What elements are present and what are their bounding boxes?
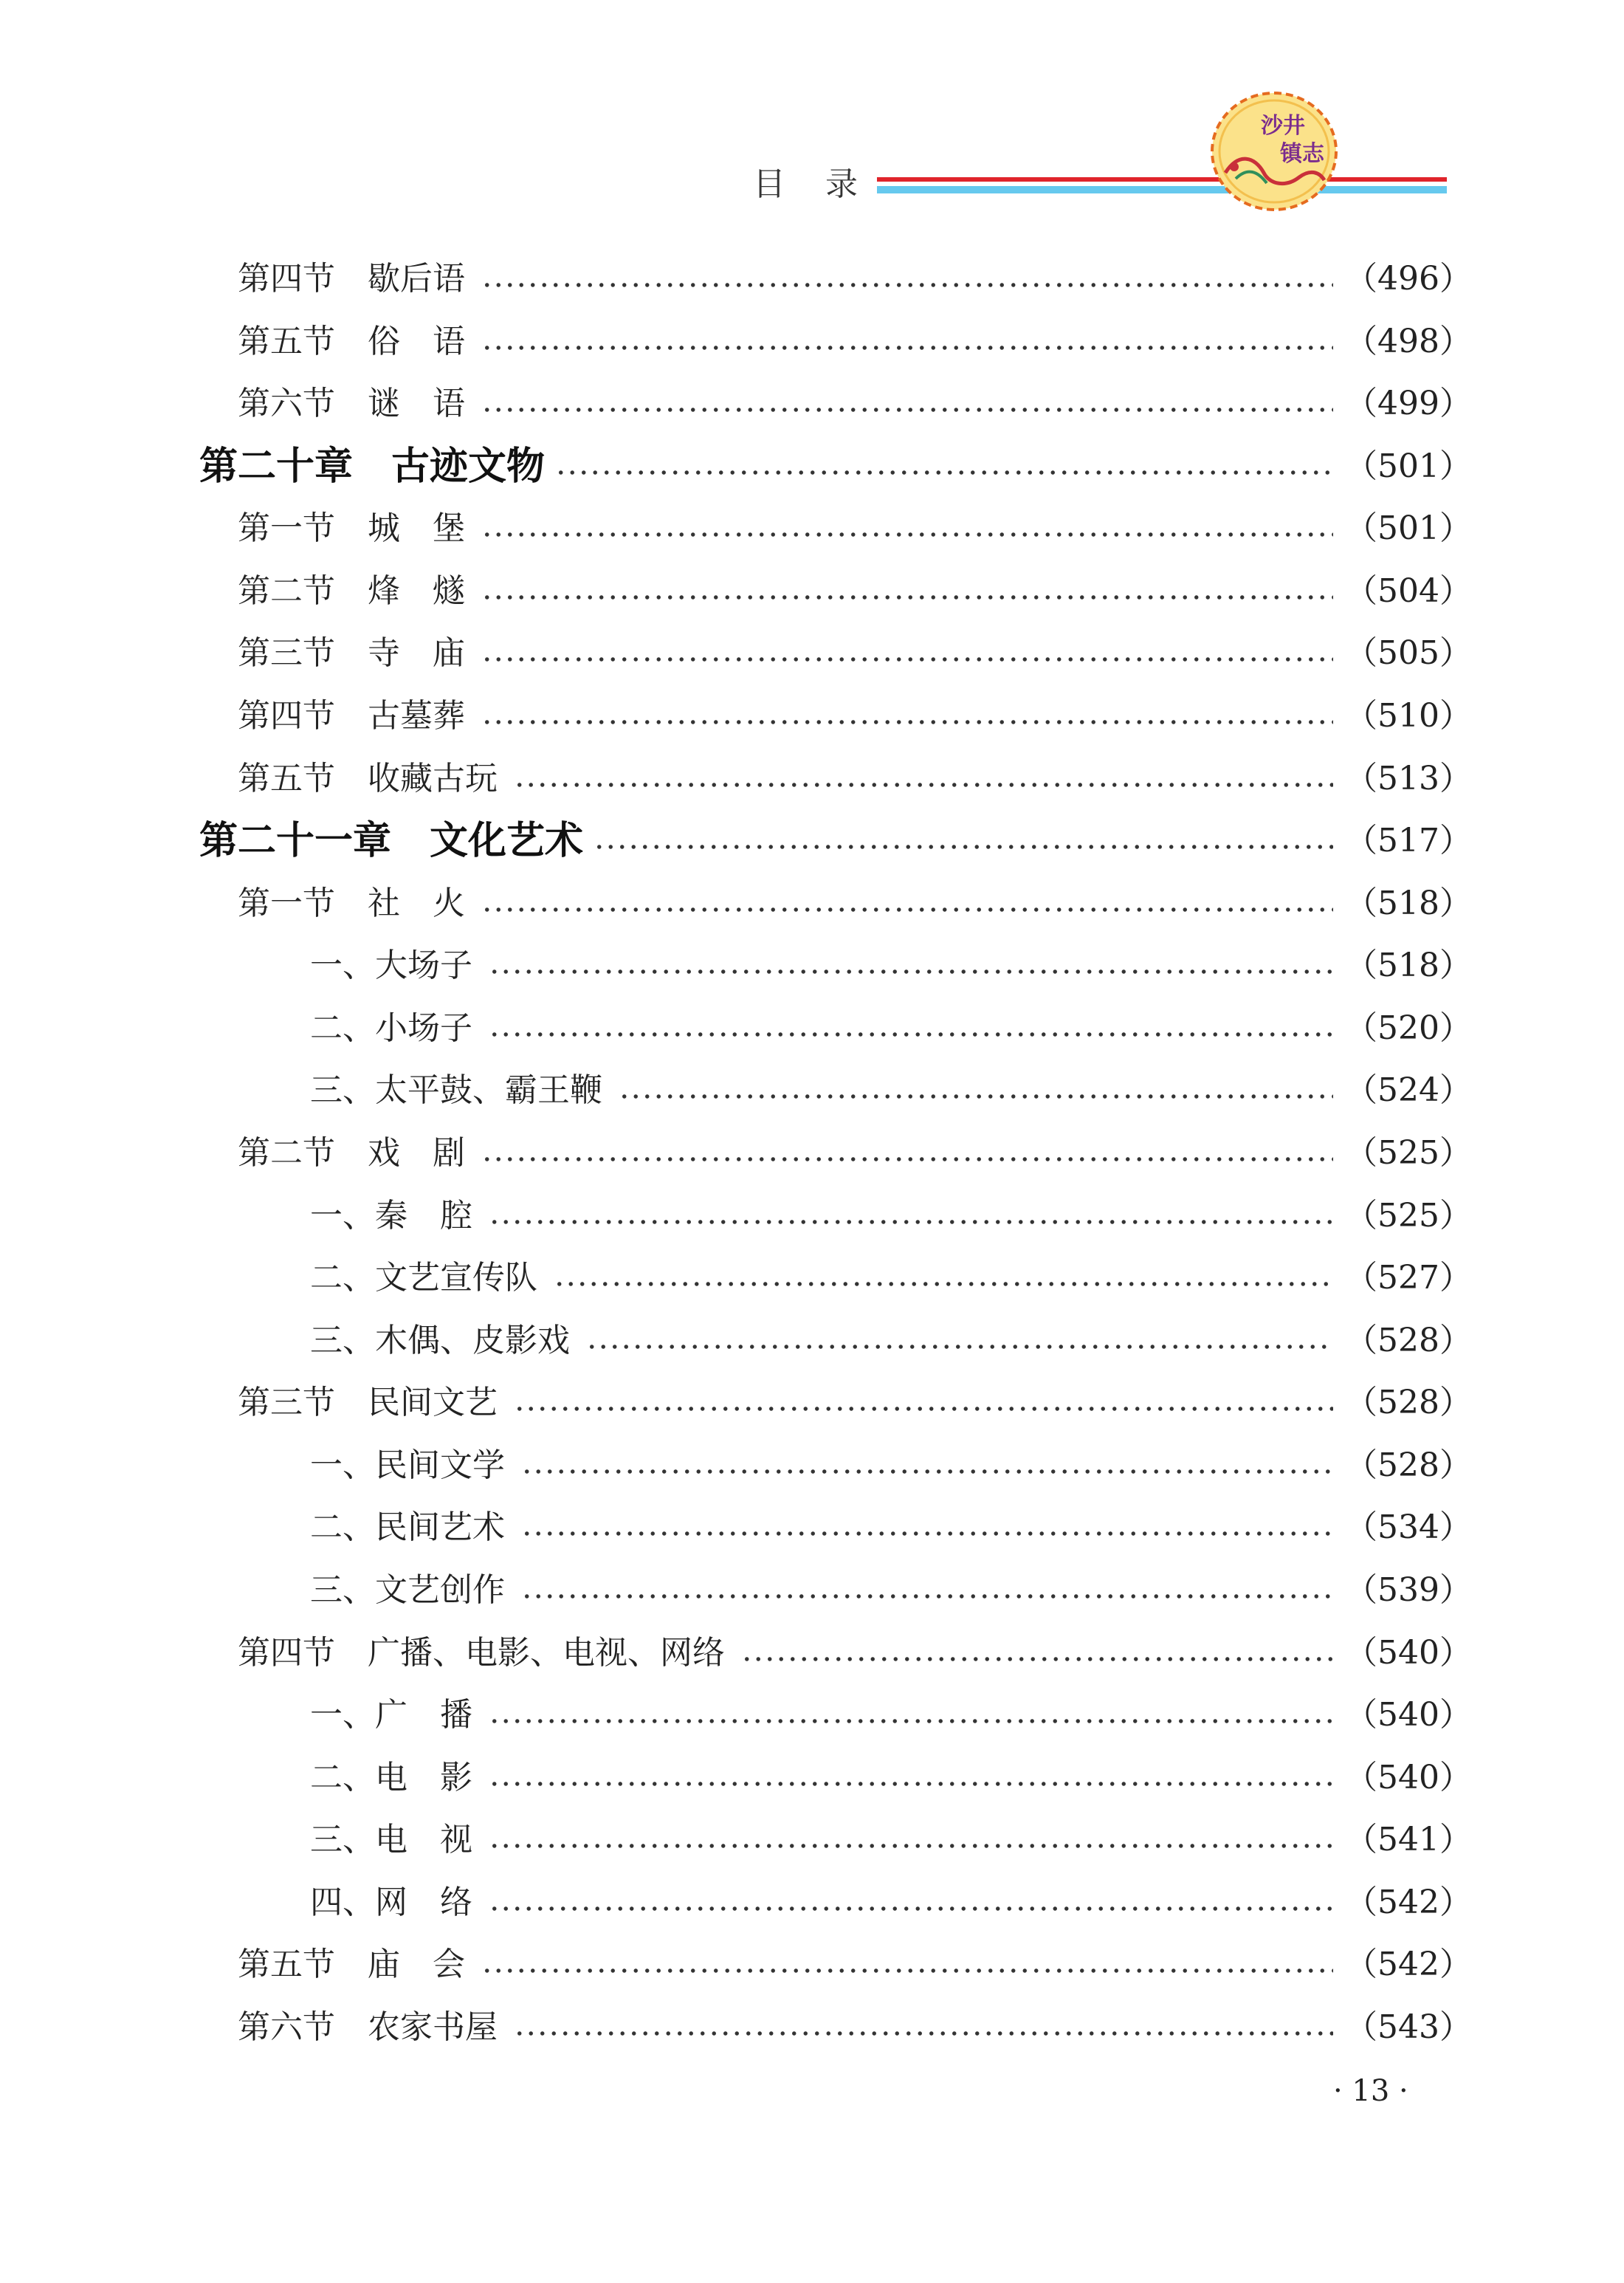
toc-entry-title: 二、小场子 [310, 1009, 472, 1047]
toc-entry-title: 三、木偶、皮影戏 [310, 1321, 570, 1359]
toc-row-section [238, 1630, 1472, 1677]
toc-entry-title: 第一节 城 堡 [238, 509, 465, 548]
toc-dot-leader [593, 817, 1333, 865]
toc-page-number: （525） [1345, 1196, 1472, 1235]
toc-page-number: （528） [1345, 1446, 1472, 1484]
toc-row-section [238, 255, 1472, 303]
toc-page-number: （520） [1345, 1009, 1472, 1047]
toc-entry-title: 四、网 络 [310, 1883, 472, 1921]
toc-entry-title: 第二节 烽 燧 [238, 571, 465, 610]
toc-entry-title: 三、文艺创作 [310, 1570, 505, 1609]
toc-page-number: （504） [1345, 571, 1472, 610]
toc-entry-title: 第二节 戏 剧 [238, 1133, 465, 1172]
seal-text-line2: 镇志 [1280, 141, 1324, 167]
toc-entry-title: 第三节 民间文艺 [238, 1384, 498, 1422]
toc-page-number: （518） [1345, 947, 1472, 985]
toc-row-item [310, 942, 1472, 989]
toc-entry-title: 一、秦 腔 [310, 1196, 472, 1235]
toc-entry-title: 二、民间艺术 [310, 1508, 505, 1547]
toc-entry-title: 三、太平鼓、霸王鞭 [310, 1071, 602, 1110]
toc-row-item [310, 1879, 1472, 1926]
toc-dot-leader [481, 318, 1333, 365]
toc-row-section [238, 755, 1472, 803]
toc-entry-title: 第二十章 古迹文物 [199, 444, 546, 489]
toc-dot-leader [489, 1816, 1333, 1864]
toc-page-number: （542） [1345, 1883, 1472, 1921]
toc-row-item [310, 1254, 1472, 1302]
toc-row-chapter [199, 443, 1472, 490]
toc-row-chapter [199, 817, 1472, 865]
toc-dot-leader [586, 1317, 1333, 1364]
toc-dot-leader [741, 1630, 1333, 1677]
toc-entry-title: 第四节 广播、电影、电视、网络 [238, 1633, 725, 1672]
toc-page-number: （517） [1345, 822, 1472, 860]
toc-dot-leader [481, 1941, 1333, 1988]
toc-dot-leader [521, 1442, 1333, 1489]
toc-entry-title: 一、大场子 [310, 947, 472, 985]
toc-dot-leader [481, 505, 1333, 552]
header-title-char: 录 [825, 165, 858, 203]
toc-page-number: （525） [1345, 1133, 1472, 1172]
toc-row-item [310, 1317, 1472, 1364]
toc-row-item [310, 1504, 1472, 1551]
toc-dot-leader [619, 1067, 1333, 1114]
toc-row-item [310, 1067, 1472, 1114]
toc-entry-title: 一、民间文学 [310, 1446, 505, 1484]
toc-dot-leader [489, 1192, 1333, 1240]
toc-entry-title: 第五节 收藏古玩 [238, 759, 498, 797]
page-number: · 13 · [1333, 2074, 1408, 2108]
toc-dot-leader [481, 880, 1333, 927]
toc-dot-leader [489, 942, 1333, 989]
toc-row-item [310, 1692, 1472, 1739]
toc-page-number: （510） [1345, 696, 1472, 735]
toc-dot-leader [481, 255, 1333, 303]
toc-page-number: （541） [1345, 1821, 1472, 1859]
toc-dot-leader [489, 1005, 1333, 1052]
toc-page-number: （528） [1345, 1384, 1472, 1422]
toc-row-section [238, 568, 1472, 615]
toc-page-number: （534） [1345, 1508, 1472, 1547]
toc-dot-leader [555, 443, 1333, 490]
toc-dot-leader [489, 1879, 1333, 1926]
toc-entry-title: 第五节 俗 语 [238, 322, 465, 360]
toc-page-number: （527） [1345, 1259, 1472, 1297]
toc-entry-title: 一、广 播 [310, 1696, 472, 1734]
toc-dot-leader [481, 568, 1333, 615]
toc-row-item [310, 1754, 1472, 1802]
toc-entry-title: 第三节 寺 庙 [238, 634, 465, 673]
toc-page-number: （496） [1345, 260, 1472, 298]
toc-entry-title: 三、电 视 [310, 1821, 472, 1859]
toc-row-section [238, 880, 1472, 927]
toc-page-number: （513） [1345, 759, 1472, 797]
toc-entry-title: 第一节 社 火 [238, 884, 465, 922]
toc-row-section [238, 630, 1472, 677]
toc-page-number: （540） [1345, 1696, 1472, 1734]
toc-page-number: （543） [1345, 2008, 1472, 2046]
toc-row-item [310, 1816, 1472, 1864]
toc-page-number: （501） [1345, 509, 1472, 548]
toc-dot-leader [489, 1754, 1333, 1802]
toc-row-section [238, 380, 1472, 428]
toc-page-number: （499） [1345, 385, 1472, 423]
toc-row-section [238, 1379, 1472, 1427]
toc-entry-title: 二、文艺宣传队 [310, 1259, 537, 1297]
toc-entry-title: 第六节 谜 语 [238, 385, 465, 423]
toc-row-section [238, 1941, 1472, 1988]
toc-dot-leader [521, 1567, 1333, 1614]
toc-dot-leader [481, 693, 1333, 740]
toc-page-number: （539） [1345, 1570, 1472, 1609]
seal-text-line1: 沙井 [1261, 113, 1305, 139]
toc-page-number: （505） [1345, 634, 1472, 673]
toc-page-number: （540） [1345, 1758, 1472, 1796]
toc-dot-leader [481, 1130, 1333, 1177]
toc-row-item [310, 1442, 1472, 1489]
toc-row-item [310, 1567, 1472, 1614]
toc-dot-leader [514, 2004, 1333, 2051]
toc-entry-title: 第四节 歇后语 [238, 260, 465, 298]
toc-dot-leader [481, 380, 1333, 428]
toc-page-number: （540） [1345, 1633, 1472, 1672]
toc-row-section [238, 505, 1472, 552]
toc-dot-leader [521, 1504, 1333, 1551]
toc-page-number: （498） [1345, 322, 1472, 360]
toc-entry-title: 第四节 古墓葬 [238, 696, 465, 735]
toc-entry-title: 第五节 庙 会 [238, 1946, 465, 1984]
toc-row-section [238, 318, 1472, 365]
toc-row-item [310, 1005, 1472, 1052]
toc-row-section [238, 2004, 1472, 2051]
toc-page-number: （501） [1345, 447, 1472, 485]
toc-row-item [310, 1192, 1472, 1240]
toc-dot-leader [514, 1379, 1333, 1427]
toc-dot-leader [514, 755, 1333, 803]
toc-row-section [238, 693, 1472, 740]
toc-page-number: （524） [1345, 1071, 1472, 1110]
toc-page-number: （518） [1345, 884, 1472, 922]
toc-entry-title: 二、电 影 [310, 1758, 472, 1796]
toc-page-number: （542） [1345, 1946, 1472, 1984]
toc-row-section [238, 1130, 1472, 1177]
toc-dot-leader [554, 1254, 1333, 1302]
toc-entry-title: 第二十一章 文化艺术 [199, 819, 584, 864]
toc-dot-leader [481, 630, 1333, 677]
toc-page-number: （528） [1345, 1321, 1472, 1359]
header-title-char: 目 [753, 165, 785, 203]
toc-dot-leader [489, 1692, 1333, 1739]
toc-entry-title: 第六节 农家书屋 [238, 2008, 498, 2046]
